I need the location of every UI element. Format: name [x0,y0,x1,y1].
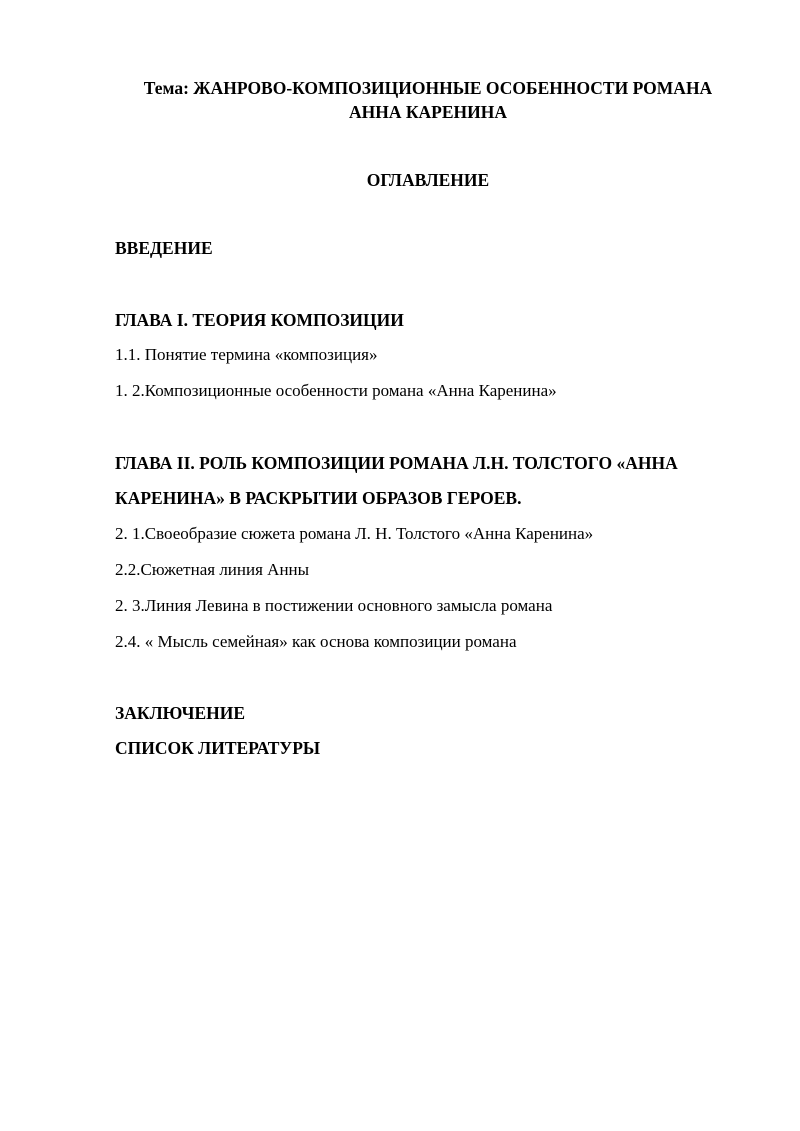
toc-bibliography: СПИСОК ЛИТЕРАТУРЫ [115,738,321,758]
toc-item: 2. 3.Линия Левина в постижении основного замысла романа [115,596,553,615]
toc-item: 2. 1.Своеобразие сюжета романа Л. Н. Толстого «Анна Каренина» [115,524,594,543]
toc-chapter-2-title-line-2: КАРЕНИНА» В РАСКРЫТИИ ОБРАЗОВ ГЕРОЕВ. [115,488,522,508]
document-title-line-1: Тема: ЖАНРОВО-КОМПОЗИЦИОННЫЕ ОСОБЕННОСТИ РОМАНА [143,78,713,98]
toc-item: 1.1. Понятие термина «композиция» [115,345,378,364]
toc-heading: ОГЛАВЛЕНИЕ [366,170,490,190]
document-title-line-2: АННА КАРЕНИНА [348,102,508,122]
toc-introduction: ВВЕДЕНИЕ [115,238,213,258]
toc-conclusion: ЗАКЛЮЧЕНИЕ [115,703,246,723]
toc-item: 2.4. « Мысль семейная» как основа композиции романа [115,632,517,651]
toc-item: 2.2.Сюжетная линия Анны [115,560,310,579]
toc-chapter-1-title: ГЛАВА I. ТЕОРИЯ КОМПОЗИЦИИ [115,310,404,330]
toc-chapter-2-title-line-1: ГЛАВА II. РОЛЬ КОМПОЗИЦИИ РОМАНА Л.Н. ТОЛСТОГО «АННА [115,453,678,473]
toc-item: 1. 2.Композиционные особенности романа «Анна Каренина» [115,381,557,400]
